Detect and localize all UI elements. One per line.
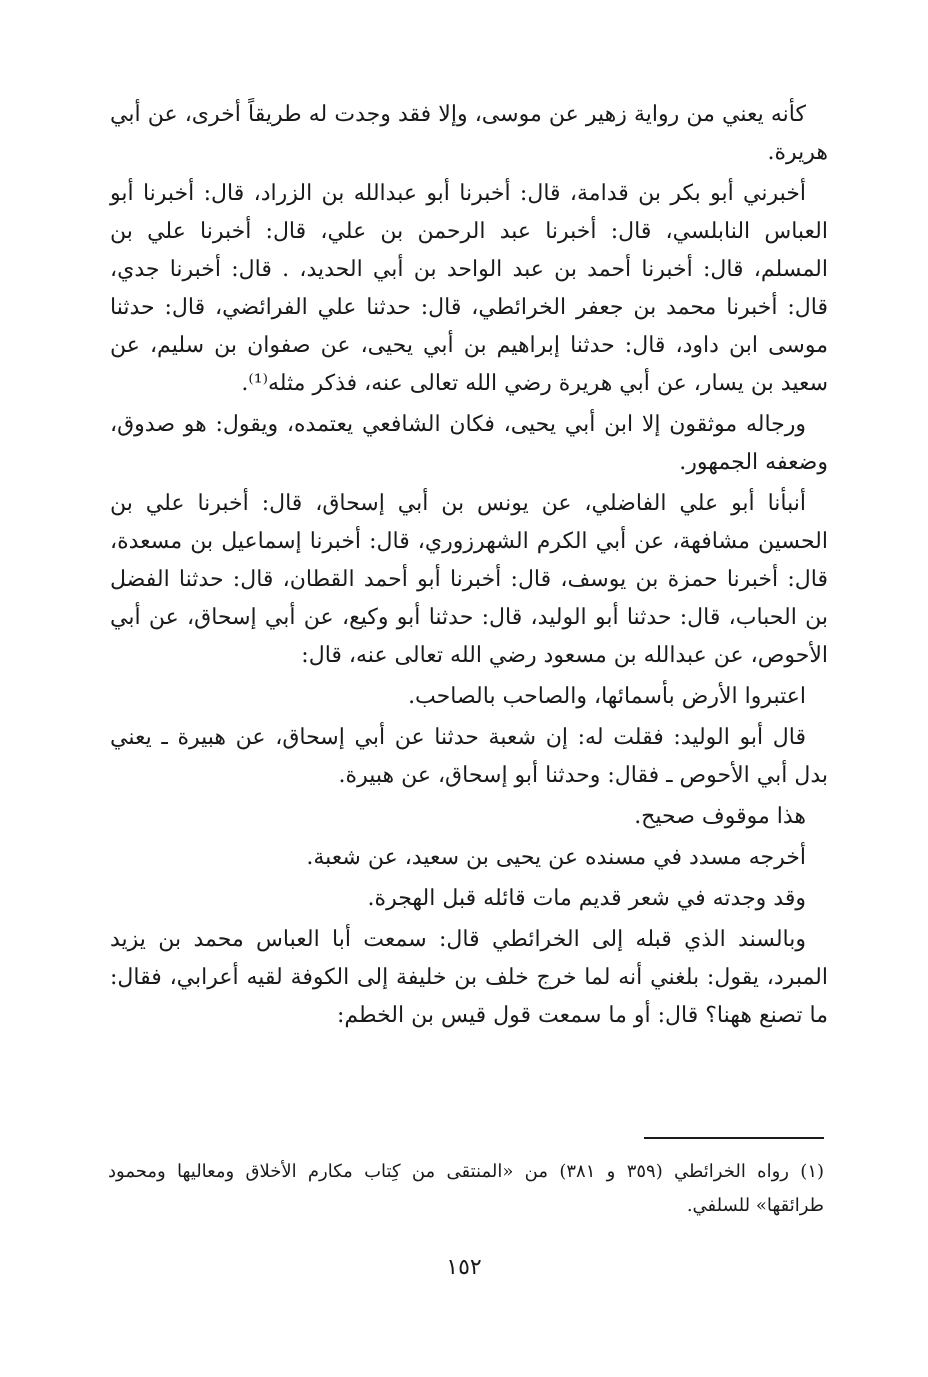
- paragraph-takhrij: أخرجه مسدد في مسنده عن يحيى بن سعيد، عن شعبة.: [306, 845, 806, 870]
- paragraph-isnad-3: وبالسند الذي قبله إلى الخرائطي قال: سمعت أبا العباس محمد بن يزيد المبرد، يقول: بلغني أنه لما خرج خلف بن خليفة إلى الكوفة لقيه أعرابي، فقال: ما تصنع ههنا؟ قال: أو ما سمعت قول قيس بن الخطم:: [110, 927, 828, 1028]
- paragraph-hadith-text: اعتبروا الأرض بأسمائها، والصاحب بالصاحب.: [408, 684, 806, 709]
- page-body: [110, 96, 828, 1038]
- footnote-divider: [644, 1137, 824, 1139]
- paragraph-abu-walid: قال أبو الوليد: فقلت له: إن شعبة حدثنا عن أبي إسحاق، عن هبيرة ـ يعني بدل أبي الأحوص ـ فقال: وحدثنا أبو إسحاق، عن هبيرة.: [110, 725, 828, 788]
- paragraph-isnad-2: أنبأنا أبو علي الفاضلي، عن يونس بن أبي إسحاق، قال: أخبرنا علي بن الحسين مشافهة، عن أبي الكرم الشهرزوري، قال: أخبرنا إسماعيل بن مسعدة، قال: أخبرنا حمزة بن يوسف، قال: أخبرنا أبو أحمد القطان، قال: حدثنا الفضل بن الحباب، قال: حدثنا أبو الوليد، قال: حدثنا أبو وكيع، عن أبي إسحاق، عن أبي الأحوص، عن عبدالله بن مسعود رضي الله تعالى عنه، قال:: [110, 491, 828, 668]
- paragraph-isnad-1: أخبرني أبو بكر بن قدامة، قال: أخبرنا أبو عبدالله بن الزراد، قال: أخبرنا أبو العباس النابلسي، قال: أخبرنا عبد الرحمن بن علي، قال: أخبرنا علي بن المسلم، قال: أخبرنا أحمد بن عبد الواحد بن أبي الحديد، . قال: أخبرنا جدي، قال: أخبرنا محمد بن جعفر الخرائطي، قال: حدثنا علي الفرائضي، قال: حدثنا موسى ابن داود، قال: حدثنا إبراهيم بن أبي يحيى، عن صفوان بن سليم، عن سعيد بن يسار، عن أبي هريرة رضي الله تعالى عنه، فذكر مثله⁽¹⁾.: [110, 181, 828, 396]
- paragraph-poetry-note: وقد وجدته في شعر قديم مات قائله قبل الهجرة.: [367, 886, 806, 911]
- page-number: ١٥٢: [446, 1255, 482, 1280]
- paragraph-narrators-note: ورجاله موثقون إلا ابن أبي يحيى، فكان الشافعي يعتمده، ويقول: هو صدوق، وضعفه الجمهور.: [110, 412, 828, 475]
- paragraph-intro: كأنه يعني من رواية زهير عن موسى، وإلا فقد وجدت له طريقاً أخرى، عن أبي هريرة.: [110, 102, 828, 165]
- paragraph-grading: هذا موقوف صحيح.: [634, 804, 806, 829]
- footnote: (١) رواه الخرائطي (٣٥٩ و ٣٨١) من «المنتقى من كِتاب مكارم الأخلاق ومعاليها ومحمود طرائقها» للسلفي.: [108, 1161, 825, 1216]
